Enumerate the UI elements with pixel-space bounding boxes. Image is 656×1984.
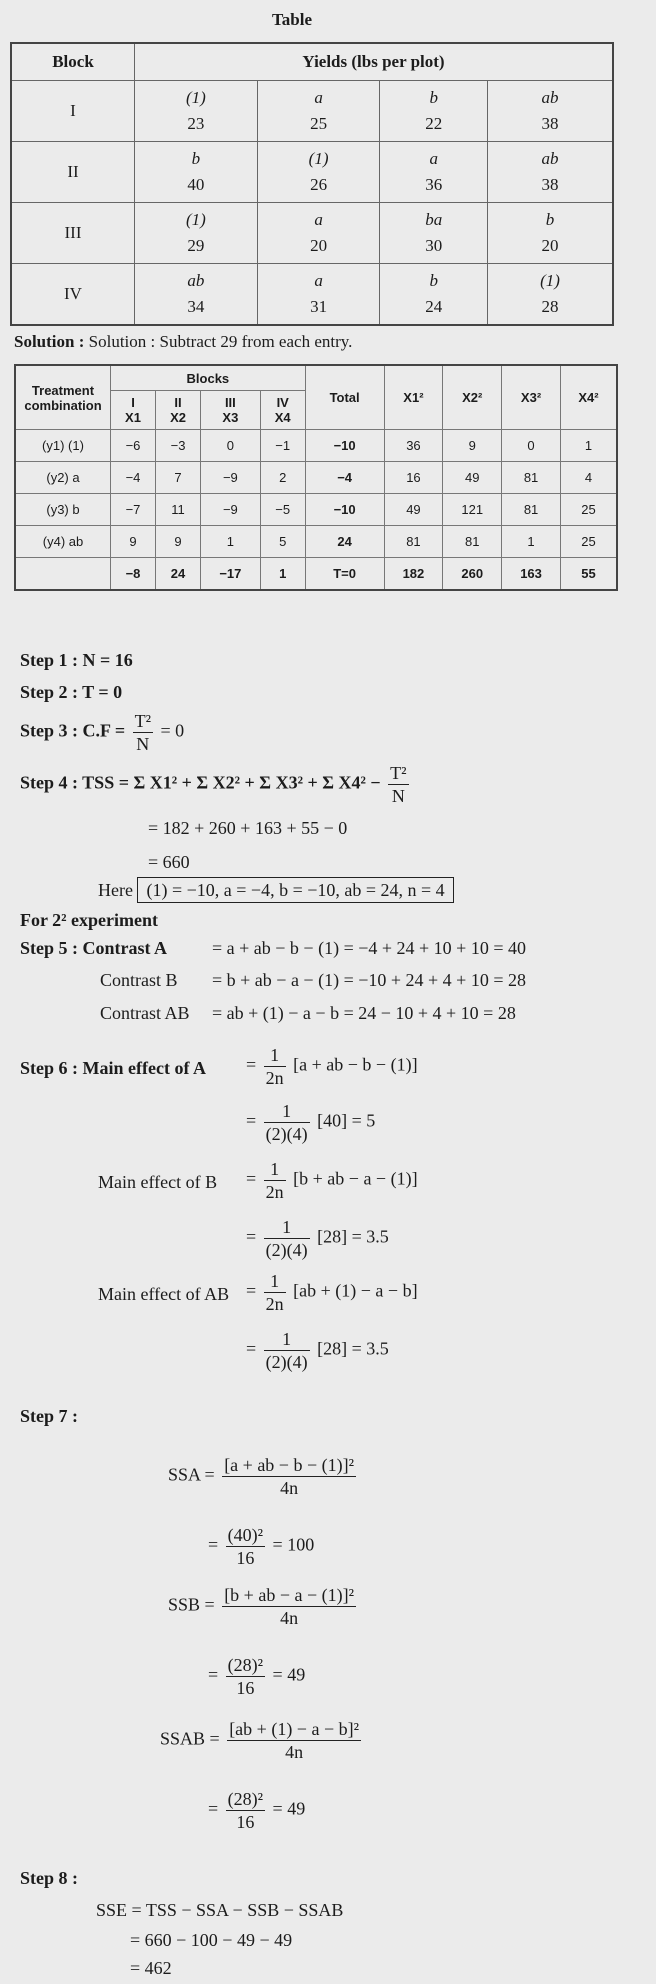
here-line: Here (1) = −10, a = −4, b = −10, ab = 24, n = 4 <box>98 880 454 901</box>
yield-cell <box>487 81 613 142</box>
treatment-label: (1) <box>185 210 206 229</box>
treatment-label: ab <box>541 88 559 107</box>
value-cell: 24 <box>305 526 384 558</box>
yield-value: 40 <box>187 175 205 194</box>
treatment-label: ba <box>425 210 443 229</box>
value-cell: 0 <box>201 430 261 462</box>
solution-line: Solution : Solution : Subtract 29 from each entry. <box>14 332 353 351</box>
treatment-label: a <box>314 210 323 229</box>
h-sq2: X2² <box>443 365 502 430</box>
step-6-b-res: = $\frac{1}{(2)(4)}$ [28] = 3.5 <box>246 1217 389 1260</box>
value-cell: 1 <box>260 558 305 591</box>
yield-value: 29 <box>187 236 205 255</box>
step-5-b-label: Contrast B <box>100 970 178 990</box>
yield-cell <box>487 203 613 264</box>
treatment-label: (1) <box>540 271 560 290</box>
step-6-a-res: = $\frac{1}{(2)(4)}$ [40] = 5 <box>246 1101 376 1144</box>
value-cell: 163 <box>502 558 561 591</box>
yield-value: 25 <box>310 114 328 133</box>
value-cell: 81 <box>502 462 561 494</box>
step-3: Step 3 : C.F = $\frac{\text{T²}}{N}$ = 0 <box>20 711 185 754</box>
value-cell: −10 <box>305 494 384 526</box>
yield-value: 38 <box>541 175 559 194</box>
yield-value: 20 <box>541 236 559 255</box>
value-cell: 9 <box>111 526 156 558</box>
step-7-label: Step 7 : <box>20 1406 78 1426</box>
yield-value: 28 <box>541 297 559 316</box>
yield-value: 30 <box>425 236 443 255</box>
yield-cell <box>380 142 488 203</box>
computation-row <box>15 462 617 494</box>
treatment-label: a <box>314 271 323 290</box>
value-cell: 1 <box>502 526 561 558</box>
treatment-label: a <box>314 88 323 107</box>
treatment-label <box>15 558 111 591</box>
yield-value: 20 <box>310 236 328 255</box>
computation-row <box>15 526 617 558</box>
value-cell: 81 <box>502 494 561 526</box>
step-1: Step 1 : N = 16 <box>20 650 133 670</box>
step-6-ab-label: Main effect of AB <box>98 1284 230 1304</box>
value-cell: 121 <box>443 494 502 526</box>
treatment-label: b <box>429 271 438 290</box>
block-label: I <box>11 81 135 142</box>
value-cell: 9 <box>156 526 201 558</box>
treatment-label: (1) <box>308 149 329 168</box>
yield-cell <box>257 142 380 203</box>
value-cell: 55 <box>560 558 617 591</box>
yield-cell <box>135 142 258 203</box>
treatment-label: b <box>429 88 438 107</box>
block-var: X4 <box>274 410 291 425</box>
h-sq1: X1² <box>384 365 443 430</box>
col-yields: Yields (lbs per plot) <box>135 43 614 81</box>
block-roman: II <box>174 395 182 410</box>
yield-cell <box>380 264 488 326</box>
yield-cell <box>135 81 258 142</box>
value-cell: −3 <box>156 430 201 462</box>
value-cell: −17 <box>201 558 261 591</box>
treatment-label: (y1) (1) <box>15 430 111 462</box>
value-cell: −5 <box>260 494 305 526</box>
value-cell: −7 <box>111 494 156 526</box>
block-roman: IV <box>276 395 289 410</box>
value-cell: 1 <box>201 526 261 558</box>
value-cell: 11 <box>156 494 201 526</box>
yields-row <box>11 142 613 203</box>
ssa-eq: SSA = $\frac{\text{[a + ab − b − (1)]²}}{4n}$ <box>168 1455 354 1498</box>
ssb-res: = $\frac{\text{(28)²}}{16}$ = 49 <box>208 1655 306 1698</box>
block-head <box>111 391 156 430</box>
yield-cell <box>257 203 380 264</box>
block-label: II <box>11 142 135 203</box>
value-cell: −8 <box>111 558 156 591</box>
table-caption: Table <box>272 10 313 29</box>
value-cell: −6 <box>111 430 156 462</box>
block-label: III <box>11 203 135 264</box>
yield-cell <box>380 81 488 142</box>
block-var: X3 <box>222 410 239 425</box>
yield-cell <box>135 203 258 264</box>
value-cell: 182 <box>384 558 443 591</box>
block-head <box>260 391 305 430</box>
step-4-line2: = 182 + 260 + 163 + 55 − 0 <box>148 818 348 838</box>
step-6-a: = $\frac{1}{2n}$ [a + ab − b − (1)] <box>246 1045 418 1088</box>
value-cell: −4 <box>111 462 156 494</box>
for-line: For 2² experiment <box>20 910 159 930</box>
value-cell: 36 <box>384 430 443 462</box>
step-6-ab: = $\frac{1}{2n}$ [ab + (1) − a − b] <box>246 1271 418 1314</box>
step-4: Step 4 : TSS = Σ X1² + Σ X2² + Σ X3² + Σ X4² − $\frac{\text{T²}}{N}$ <box>20 763 407 806</box>
block-var: X2 <box>170 410 186 425</box>
value-cell: 2 <box>260 462 305 494</box>
treatment-label: ab <box>541 149 559 168</box>
yield-value: 34 <box>187 297 205 316</box>
yield-value: 36 <box>425 175 443 194</box>
block-label: IV <box>11 264 135 326</box>
step-4-line3: = 660 <box>148 852 190 872</box>
step-8-label: Step 8 : <box>20 1868 78 1888</box>
value-cell: 9 <box>443 430 502 462</box>
yields-row <box>11 203 613 264</box>
value-cell: 4 <box>560 462 617 494</box>
value-cell: 25 <box>560 494 617 526</box>
h-blocks: Blocks <box>111 365 306 391</box>
col-block: Block <box>11 43 135 81</box>
yield-cell <box>135 264 258 326</box>
ssb-eq: SSB = $\frac{\text{[b + ab − a − (1)]²}}{4n}$ <box>168 1585 354 1628</box>
yield-cell <box>257 81 380 142</box>
step-5-ab-expr: = ab + (1) − a − b = 24 − 10 + 4 + 10 = 28 <box>212 1003 516 1023</box>
ssa-res: = $\frac{\text{(40)²}}{16}$ = 100 <box>208 1525 315 1568</box>
here-box: (1) = −10, a = −4, b = −10, ab = 24, n = 4 <box>137 877 453 903</box>
treatment-label: (y2) a <box>15 462 111 494</box>
yield-cell <box>380 203 488 264</box>
value-cell: −9 <box>201 494 261 526</box>
yield-value: 38 <box>541 114 559 133</box>
yields-row <box>11 81 613 142</box>
value-cell: −9 <box>201 462 261 494</box>
step-6-b: = $\frac{1}{2n}$ [b + ab − a − (1)] <box>246 1159 418 1202</box>
block-roman: I <box>131 395 135 410</box>
step-5-a: Step 5 : Contrast A <box>20 938 167 958</box>
treatment-label: a <box>429 149 438 168</box>
value-cell: 0 <box>502 430 561 462</box>
yield-cell <box>487 142 613 203</box>
value-cell: 25 <box>560 526 617 558</box>
step-6-ab-res: = $\frac{1}{(2)(4)}$ [28] = 3.5 <box>246 1329 389 1372</box>
treatment-label: (y4) ab <box>15 526 111 558</box>
yield-value: 24 <box>425 297 443 316</box>
step-8-line2: = 660 − 100 − 49 − 49 <box>130 1930 293 1950</box>
treatment-label: (y3) b <box>15 494 111 526</box>
yields-row <box>11 264 613 326</box>
value-cell: 81 <box>443 526 502 558</box>
block-var: X1 <box>125 410 141 425</box>
value-cell: 81 <box>384 526 443 558</box>
yield-value: 22 <box>425 114 443 133</box>
value-cell: −10 <box>305 430 384 462</box>
yield-value: 23 <box>187 114 205 133</box>
block-head <box>156 391 201 430</box>
ssab-res: = $\frac{\text{(28)²}}{16}$ = 49 <box>208 1789 306 1832</box>
yield-cell <box>487 264 613 326</box>
h-sq3: X3² <box>502 365 561 430</box>
step-5-ab-label: Contrast AB <box>100 1003 190 1023</box>
step-6-b-label: Main effect of B <box>98 1172 218 1192</box>
block-roman: III <box>224 395 236 410</box>
value-cell: T=0 <box>305 558 384 591</box>
step-8-line1: SSE = TSS − SSA − SSB − SSAB <box>96 1900 344 1920</box>
value-cell: 24 <box>156 558 201 591</box>
h-sq4: X4² <box>560 365 617 430</box>
h-total: Total <box>305 365 384 430</box>
yield-value: 31 <box>310 297 328 316</box>
value-cell: 260 <box>443 558 502 591</box>
h-treatment: Treatment combination <box>15 365 111 430</box>
value-cell: 7 <box>156 462 201 494</box>
treatment-label: b <box>191 149 201 168</box>
yield-value: 26 <box>310 175 328 194</box>
step-2: Step 2 : T = 0 <box>20 682 123 702</box>
step-8-line3: = 462 <box>130 1958 172 1978</box>
ssab-eq: SSAB = $\frac{\text{[ab + (1) − a − b]²}}{4n}$ <box>160 1719 359 1762</box>
treatment-label: ab <box>187 271 205 290</box>
computation-row <box>15 558 617 591</box>
step-5-a-expr: = a + ab − b − (1) = −4 + 24 + 10 + 10 = 40 <box>212 938 526 958</box>
value-cell: 5 <box>260 526 305 558</box>
computation-row <box>15 430 617 462</box>
value-cell: −4 <box>305 462 384 494</box>
step-6-label: Step 6 : Main effect of A <box>20 1058 206 1078</box>
block-head <box>201 391 261 430</box>
value-cell: 16 <box>384 462 443 494</box>
value-cell: 1 <box>560 430 617 462</box>
yields-table <box>10 42 614 326</box>
computation-table <box>14 364 618 591</box>
value-cell: 49 <box>443 462 502 494</box>
computation-row <box>15 494 617 526</box>
treatment-label: b <box>545 210 555 229</box>
step-5-b-expr: = b + ab − a − (1) = −10 + 24 + 4 + 10 = 28 <box>212 970 526 990</box>
value-cell: −1 <box>260 430 305 462</box>
treatment-label: (1) <box>185 88 206 107</box>
value-cell: 49 <box>384 494 443 526</box>
yield-cell <box>257 264 380 326</box>
